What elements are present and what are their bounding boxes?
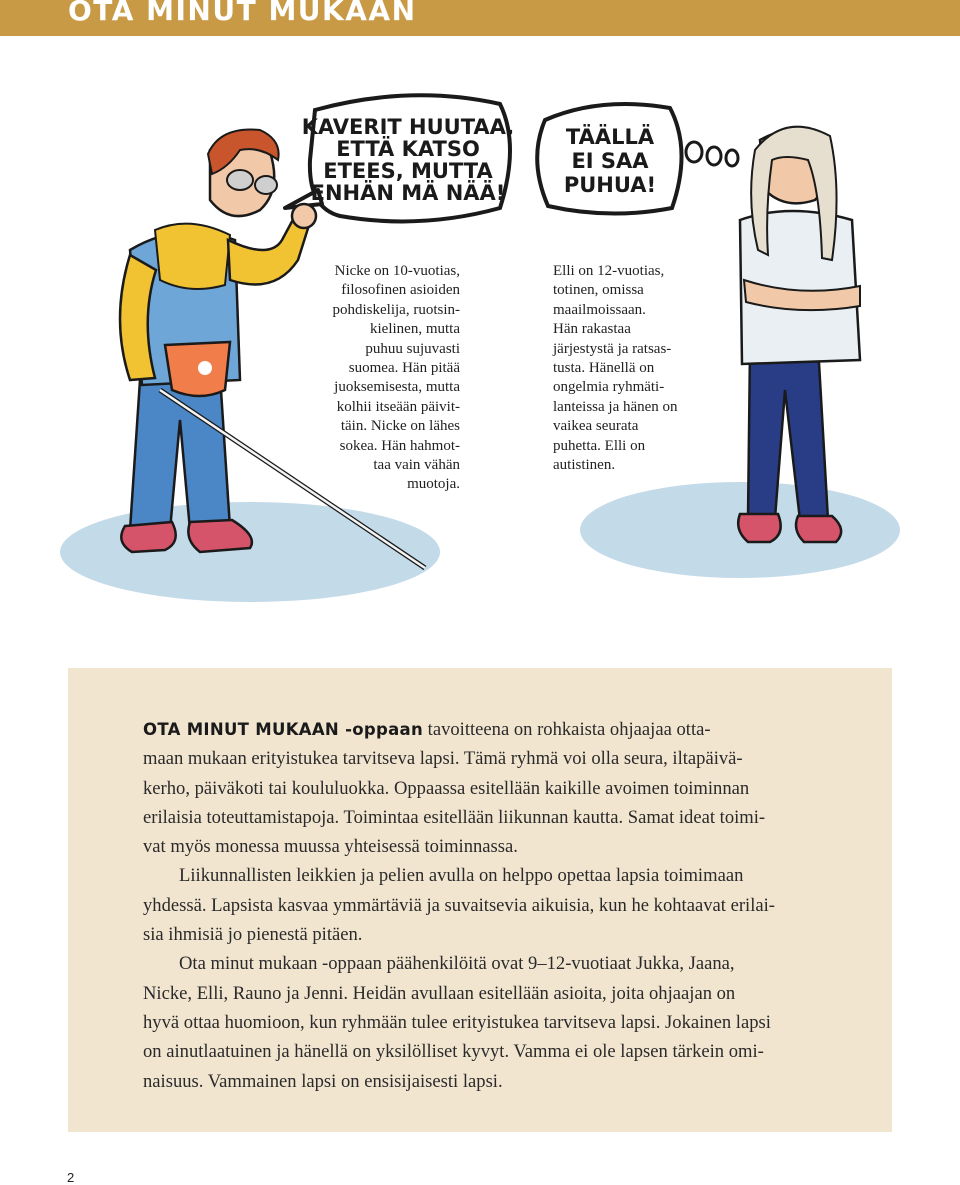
elli-figure [738, 127, 860, 542]
illustration [60, 90, 910, 620]
paragraph-3-line: Ota minut mukaan -oppaan päähenkilöitä ovat 9–12-vuotiaat Jukka, Jaana, [179, 953, 735, 975]
caption-nicke-line: pohdiskelija, ruotsin- [332, 301, 460, 318]
caption-nicke [300, 262, 460, 495]
guide-title-lead: OTA MINUT MUKAAN -oppaan [143, 720, 423, 739]
bubble-nicke-line-1: KAVERIT HUUTAA, [301, 115, 515, 139]
caption-elli-line: Hän rakastaa [553, 321, 631, 338]
caption-nicke-line: sokea. Hän hahmot- [339, 437, 460, 454]
caption-nicke-line: täin. Nicke on lähes [340, 418, 460, 435]
caption-elli-line: ongelmia ryhmäti- [553, 379, 665, 396]
caption-nicke-line: suomea. Hän pitää [348, 360, 460, 377]
bubble-nicke-line-2: ETTÄ KATSO [336, 137, 480, 161]
caption-elli-line: järjestystä ja ratsas- [553, 340, 672, 357]
paragraph-2-line: Liikunnallisten leikkien ja pelien avulla on helppo opettaa lapsia toimimaan [179, 865, 744, 887]
caption-elli-line: maailmoissaan. [553, 301, 646, 318]
bubble-elli-line-2: EI SAA [571, 149, 649, 173]
paragraph-3-line: on ainutlaatuinen ja hänellä on yksilölliset kyvyt. Vamma ei ole lapsen tärkein omi- [143, 1041, 764, 1063]
caption-nicke-line: muotoja. [407, 476, 460, 493]
paragraph-3-line: Nicke, Elli, Rauno ja Jenni. Heidän avullaan esitellään asioita, joita ohjaajan on [143, 982, 736, 1004]
floor-shadow-nicke [60, 502, 440, 602]
caption-elli-line: lanteissa ja hänen on [553, 398, 678, 415]
caption-elli-line: Elli on 12-vuotias, [553, 263, 665, 279]
paragraph-1-line: erilaisia toteuttamistapoja. Toimintaa esitellään liikunnan kautta. Samat ideat toimi- [143, 806, 766, 828]
caption-elli-line: autistinen. [553, 457, 616, 474]
caption-elli-line: vaikea seurata [553, 418, 639, 435]
paragraph-1-line: kerho, päiväkoti tai koululuokka. Oppaassa esitellään kaikille avoimen toiminnan [143, 777, 750, 799]
paragraph-1-line: maan mukaan erityistukea tarvitseva lapsi. Tämä ryhmä voi olla seura, iltapäivä- [143, 748, 743, 770]
thought-bubble-elli [537, 104, 738, 214]
caption-nicke-line: filosofinen asioiden [341, 282, 460, 299]
caption-nicke-line: kolhii itseään päivit- [336, 398, 460, 415]
caption-nicke-line: Nicke on 10-vuotias, [334, 263, 460, 279]
page-number: 2 [67, 1170, 75, 1185]
caption-nicke-line: puhuu sujuvasti [365, 340, 460, 357]
paragraph-1-first: tavoitteena on rohkaista ohjaajaa otta- [423, 719, 711, 740]
paragraph-2-line: sia ihmisiä jo pienestä pitäen. [143, 924, 363, 946]
speech-bubble-nicke [285, 95, 514, 221]
caption-nicke-line: taa vain vähän [373, 457, 460, 474]
bubble-elli-line-1: TÄÄLLÄ [565, 125, 655, 149]
bubble-nicke-line-3: ETEES, MUTTA [323, 159, 493, 183]
caption-nicke-line: juoksemisesta, mutta [334, 379, 460, 396]
bubble-nicke-line-4: ENHÄN MÄ NÄÄ! [310, 181, 506, 205]
paragraph-3-line: hyvä ottaa huomioon, kun ryhmään tulee erityistukea tarvitseva lapsi. Jokainen lapsi [143, 1011, 771, 1033]
paragraph-2-line: yhdessä. Lapsista kasvaa ymmärtäviä ja suvaitsevia aikuisia, kun he kohtaavat erilai- [143, 894, 775, 916]
caption-elli-line: totinen, omissa [553, 282, 644, 299]
caption-nicke-line: kielinen, mutta [370, 321, 460, 338]
paragraph-1-line [143, 715, 843, 744]
intro-text [143, 715, 843, 1096]
bubble-elli-line-3: PUHUA! [563, 173, 657, 197]
caption-elli-line: tusta. Hänellä on [553, 360, 655, 377]
paragraph-3-line: naisuus. Vammainen lapsi on ensisijaisesti lapsi. [143, 1070, 503, 1092]
caption-elli [553, 262, 723, 475]
page-header [0, 0, 960, 36]
page-header-title: OTA MINUT MUKAAN [68, 0, 417, 27]
caption-elli-line: puhetta. Elli on [553, 437, 646, 454]
paragraph-1-line: vat myös monessa muussa yhteisessä toiminnassa. [143, 836, 518, 858]
